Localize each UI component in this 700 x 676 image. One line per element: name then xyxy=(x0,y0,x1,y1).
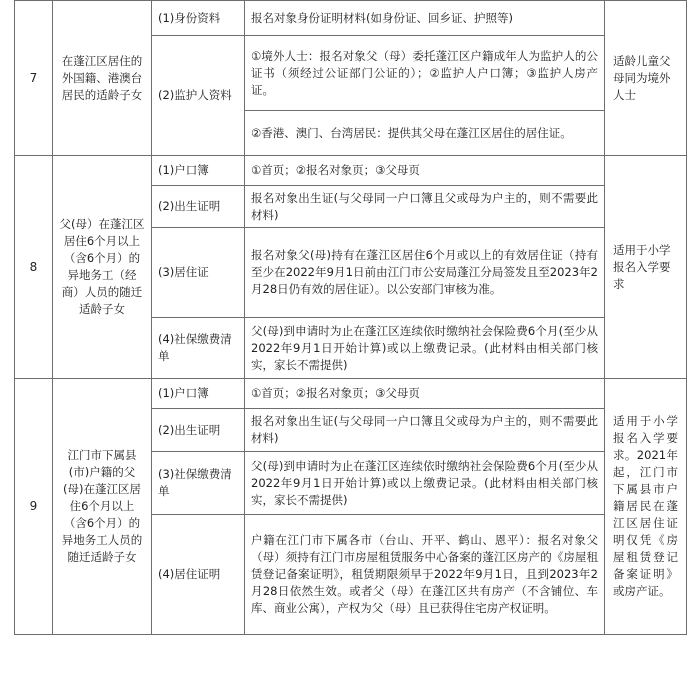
item-materials: ①首页；②报名对象页；③父母页 xyxy=(245,379,605,409)
item-name: (1)身份资料 xyxy=(152,1,245,36)
item-materials: 父(母)到申请时为止在蓬江区连续依时缴纳社会保险费6个月(至少从2022年9月1日开始计算)或以上缴费记录。(此材料由相关部门核实，家长不需提供) xyxy=(245,452,605,515)
item-materials: 户籍在江门市下属各市（台山、开平、鹤山、恩平）：报名对象父（母）须持有江门市房屋租赁服务中心备案的蓬江区房产的《房屋租赁登记备案证明》，租赁期限须早于2022年9月1日，且到2023年2月28日依然生效。或者父（母）在蓬江区共有房产（不含铺位、车库、商业公寓），产权为父（母）且已获得住宅房产权证明。 xyxy=(245,515,605,635)
item-materials: 报名对象出生证(与父母同一户口簿且父或母为户主的，则不需要此材料) xyxy=(245,409,605,452)
note-7: 适龄儿童父母同为境外人士 xyxy=(605,1,687,156)
item-name: (4)社保缴费清单 xyxy=(152,318,245,379)
table-row-8 xyxy=(15,156,687,186)
item-name: (4)居住证明 xyxy=(152,515,245,635)
item-materials: 报名对象父(母)持有在蓬江区居住6个月或以上的有效居住证（持有至少在2022年9月1日前由江门市公安局蓬江分局签发且至2023年2月28日仍有效的居住证）。以公安部门审核为准。 xyxy=(245,228,605,318)
applicant-type-9: 江门市下属县(市)户籍的父(母)在蓬江区居住6个月以上（含6个月）的异地务工人员的随迁适龄子女 xyxy=(53,379,152,635)
item-name: (3)社保缴费清单 xyxy=(152,452,245,515)
applicant-type-8: 父(母）在蓬江区居住6个月以上（含6个月）的异地务工（经商）人员的随迁适龄子女 xyxy=(53,156,152,379)
row-number-8: 8 xyxy=(15,156,53,379)
table-row-7 xyxy=(15,1,687,36)
item-materials: 父(母)到申请时为止在蓬江区连续依时缴纳社会保险费6个月(至少从2022年9月1日开始计算)或以上缴费记录。(此材料由相关部门核实，家长不需提供) xyxy=(245,318,605,379)
item-materials: 报名对象出生证(与父母同一户口簿且父或母为户主的，则不需要此材料) xyxy=(245,186,605,228)
item-name: (3)居住证 xyxy=(152,228,245,318)
enrollment-materials-table xyxy=(14,0,687,635)
item-name: (2)出生证明 xyxy=(152,409,245,452)
item-name: (2)监护人资料 xyxy=(152,36,245,156)
item-name: (1)户口簿 xyxy=(152,379,245,409)
note-9: 适用于小学报名入学要求。2021年起，江门市下属县市户籍居民在蓬江区居住证明仅凭《房屋租赁登记备案证明》或房产证。 xyxy=(605,379,687,635)
table-row-9 xyxy=(15,379,687,409)
item-materials: ①境外人士：报名对象父（母）委托蓬江区户籍成年人为监护人的公证书（须经过公证部门公证的）；②监护人户口簿；③监护人房产证。 xyxy=(245,36,605,111)
note-8: 适用于小学报名入学要求 xyxy=(605,156,687,379)
item-name: (2)出生证明 xyxy=(152,186,245,228)
item-materials: ①首页；②报名对象页；③父母页 xyxy=(245,156,605,186)
row-number-7: 7 xyxy=(15,1,53,156)
applicant-type-7: 在蓬江区居住的外国籍、港澳台居民的适龄子女 xyxy=(53,1,152,156)
item-materials: 报名对象身份证明材料(如身份证、回乡证、护照等) xyxy=(245,1,605,36)
row-number-9: 9 xyxy=(15,379,53,635)
item-materials: ②香港、澳门、台湾居民：提供其父母在蓬江区居住的居住证。 xyxy=(245,111,605,156)
item-name: (1)户口簿 xyxy=(152,156,245,186)
